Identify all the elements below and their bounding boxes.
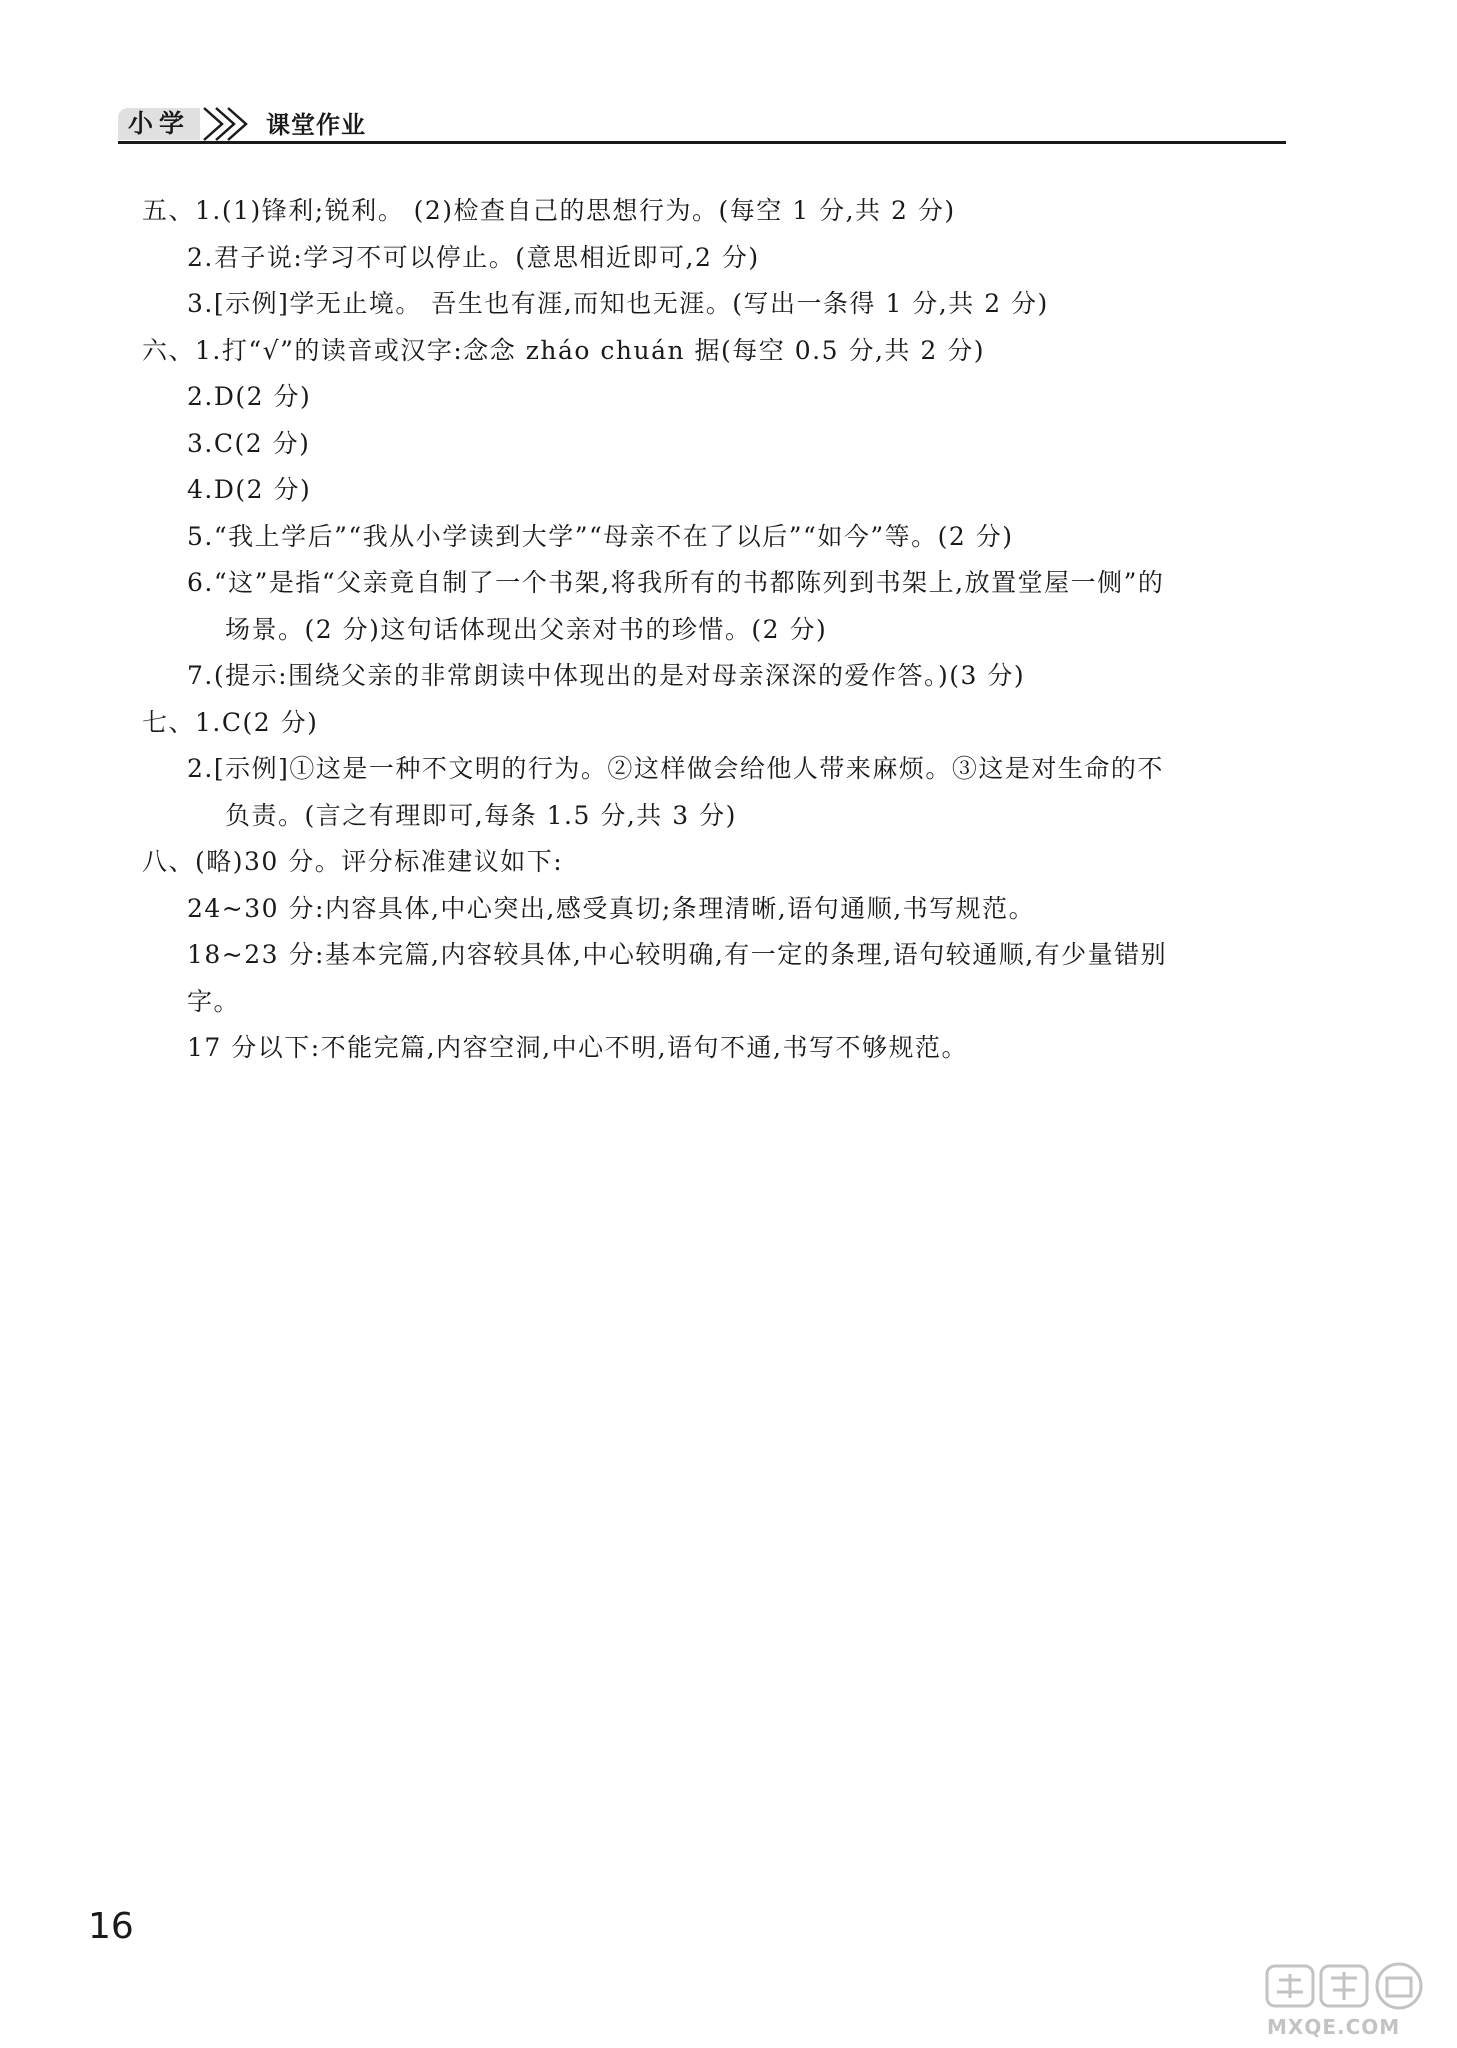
header-level-label: 小学 <box>118 108 200 140</box>
answer-line-7-2-cont: 负责。(言之有理即可,每条 1.5 分,共 3 分) <box>225 800 737 830</box>
scoring-tier-18-23: 18~23 分:基本完篇,内容较具体,中心较明确,有一定的条理,语句较通顺,有少量错别 <box>187 940 1168 969</box>
answer-line-5-2: 2.君子说:学习不可以停止。(意思相近即可,2 分) <box>187 242 760 272</box>
watermark-url: MXQE.COM <box>1267 2015 1401 2039</box>
answer-line-6-6: 6.“这”是指“父亲竟自制了一个书架,将我所有的书都陈列到书架上,放置堂屋一侧”的 <box>187 568 1165 597</box>
scoring-tier-below-17: 17 分以下:不能完篇,内容空洞,中心不明,语句不通,书写不够规范。 <box>187 1033 968 1062</box>
answer-line-7-2: 2.[示例]①这是一种不文明的行为。②这样做会给他人带来麻烦。③这是对生命的不 <box>187 754 1164 783</box>
header-title: 课堂作业 <box>266 111 366 139</box>
answer-line-6-5: 5.“我上学后”“我从小学读到大学”“母亲不在了以后”“如今”等。(2 分) <box>187 521 1014 551</box>
answer-line-6-6-cont: 场景。(2 分)这句话体现出父亲对书的珍惜。(2 分) <box>225 614 828 644</box>
header-rule <box>118 141 1286 144</box>
page-header <box>118 104 1286 144</box>
answer-line-8: 八、(略)30 分。评分标准建议如下: <box>142 847 564 876</box>
answer-content <box>142 188 1292 1072</box>
answer-line-7-1: 七、1.C(2 分) <box>142 707 319 737</box>
watermark-logo <box>1259 1960 1449 2040</box>
answer-line-6-4: 4.D(2 分) <box>187 475 312 504</box>
answer-line-5-3: 3.[示例]学无止境。 吾生也有涯,而知也无涯。(写出一条得 1 分,共 2 分) <box>187 289 1049 318</box>
answer-line-6-7: 7.(提示:围绕父亲的非常朗读中体现出的是对母亲深深的爱作答。)(3 分) <box>187 661 1026 690</box>
answer-line-5-1: 五、1.(1)锋利;锐利。 (2)检查自己的思想行为。(每空 1 分,共 2 分) <box>142 196 956 225</box>
answer-line-6-3: 3.C(2 分) <box>187 428 311 458</box>
scoring-tier-24-30: 24~30 分:内容具体,中心突出,感受真切;条理清晰,语句通顺,书写规范。 <box>187 893 1036 923</box>
scoring-tier-18-23-cont: 字。 <box>187 986 241 1016</box>
page-number: 16 <box>88 1906 134 1947</box>
answer-line-6-1: 六、1.打“√”的读音或汉字:念念 zháo chuán 据(每空 0.5 分,共 2 分) <box>142 335 985 365</box>
double-chevron-icon <box>198 104 262 144</box>
answer-line-6-2: 2.D(2 分) <box>187 382 312 411</box>
